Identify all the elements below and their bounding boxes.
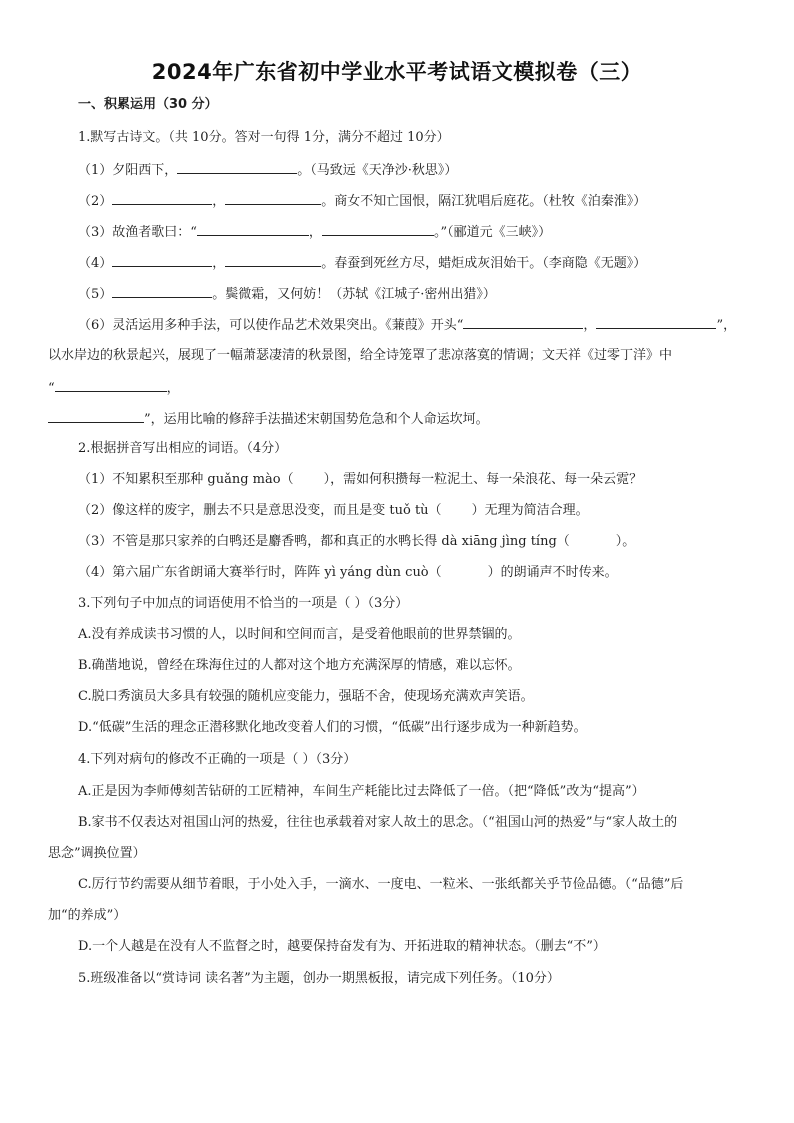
section-heading: 一、积累运用（30 分） [78, 97, 218, 112]
question-1-item-4 [78, 254, 646, 272]
page-title: 2024年广东省初中学业水平考试语文模拟卷（三） [151, 60, 643, 84]
answer-blank[interactable] [225, 254, 321, 267]
text: ）无理为简洁合理。 [471, 503, 589, 518]
question-4-stem: 4.下列对病句的修改不正确的一项是（ ）（3分） [78, 752, 357, 767]
text: 。”（郦道元《三峡》） [433, 225, 552, 240]
question-2-item-1 [78, 472, 642, 488]
text: “ [48, 381, 55, 396]
text: ， [212, 256, 226, 271]
answer-blank[interactable] [112, 192, 212, 205]
question-1-item-6 [78, 316, 736, 334]
question-1-item-6-line-4 [48, 410, 489, 428]
question-4-option-c: C.厉行节约需要从细节着眼，于小处入手，一滴水、一度电、一粒米、一张纸都关乎节俭品德。（“品德”后 [78, 877, 684, 892]
text: （3）故渔者歌曰：“ [78, 225, 197, 240]
question-1-item-1 [78, 161, 457, 179]
text: ”， [716, 318, 737, 333]
answer-blank[interactable] [112, 285, 212, 298]
text: ）的朗诵声不时传来。 [487, 565, 618, 580]
question-3-option-b: B.确凿地说，曾经在珠海住过的人都对这个地方充满深厚的情感，难以忘怀。 [78, 658, 521, 673]
question-2-stem: 2.根据拼音写出相应的词语。（4分） [78, 441, 288, 456]
answer-blank[interactable] [48, 410, 144, 423]
text: 。商女不知亡国恨，隔江犹唱后庭花。（杜牧《泊秦淮》） [321, 194, 647, 209]
text: ），需如何积攒每一粒泥土、每一朵浪花、每一朵云霓？ [323, 472, 643, 487]
text: （5） [78, 287, 113, 302]
answer-blank[interactable] [463, 316, 583, 329]
text: （6）灵活运用多种手法，可以使作品艺术效果突出。《蒹葭》开头“ [78, 318, 464, 333]
question-3-option-a: A.没有养成读书习惯的人，以时间和空间而言，是受着他眼前的世界禁锢的。 [78, 627, 521, 642]
question-1-item-2 [78, 192, 646, 210]
question-2-item-3 [78, 534, 635, 550]
text: ， [166, 381, 180, 396]
text: （4）第六届广东省朗诵大赛举行时，阵阵 yì yáng dùn cuò（ [78, 565, 442, 580]
text: ， [212, 194, 226, 209]
question-4-option-c-cont: 加“的养成”） [48, 908, 127, 923]
question-3-option-d: D.“低碳”生活的理念正潜移默化地改变着人们的习惯，“低碳”出行逐步成为一种新趋势。 [78, 720, 587, 735]
text: 。春蚕到死丝方尽，蜡炬成灰泪始干。（李商隐《无题》） [321, 256, 647, 271]
question-2-item-4 [78, 565, 618, 581]
answer-blank[interactable] [177, 161, 297, 174]
answer-blank[interactable] [112, 254, 212, 267]
text: （2） [78, 194, 113, 209]
question-4-option-b-cont: 思念”调换位置） [48, 846, 146, 861]
question-1-stem: 1.默写古诗文。（共 10分。答对一句得 1分，满分不超过 10分） [78, 130, 450, 145]
answer-blank[interactable] [55, 379, 167, 392]
answer-blank[interactable] [322, 223, 434, 236]
text: （2）像这样的废字，删去不只是意思没变，而且是变 tuǒ tù（ [78, 503, 442, 518]
question-1-item-6-line-2: 以水岸边的秋景起兴，展现了一幅萧瑟凄清的秋景图，给全诗笼罩了悲凉落寞的情调；文天祥《过零丁洋》中 [48, 348, 673, 363]
question-3-stem: 3.下列句子中加点的词语使用不恰当的一项是（ ）（3分） [78, 596, 409, 611]
question-4-option-d: D.一个人越是在没有人不监督之时，越要保持奋发有为、开拓进取的精神状态。（删去“不”） [78, 939, 606, 954]
text: ”，运用比喻的修辞手法描述宋朝国势危急和个人命运坎坷。 [144, 412, 489, 427]
question-1-item-5 [78, 285, 496, 303]
text: 。鬓微霜，又何妨！（苏轼《江城子·密州出猎》） [212, 287, 496, 302]
text: （1）夕阳西下， [78, 163, 178, 178]
text: ， [583, 318, 597, 333]
text: （1）不知累积至那种 guǎng mào（ [78, 472, 294, 487]
answer-blank[interactable] [596, 316, 716, 329]
question-4-option-a: A.正是因为李师傅刻苦钻研的工匠精神，车间生产耗能比过去降低了一倍。（把“降低”改为“提高”） [78, 784, 645, 799]
text: （3）不管是那只家养的白鸭还是麝香鸭，都和真正的水鸭长得 dà xiāng jìng tíng（ [78, 534, 570, 549]
question-1-item-3 [78, 223, 551, 241]
text: ）。 [615, 534, 636, 549]
question-1-item-6-line-3 [48, 379, 180, 397]
question-3-option-c: C.脱口秀演员大多具有较强的随机应变能力，强聒不舍，使现场充满欢声笑语。 [78, 689, 534, 704]
question-2-item-2 [78, 503, 589, 519]
question-4-option-b: B.家书不仅表达对祖国山河的热爱，往往也承载着对家人故土的思念。（“祖国山河的热爱”与“家人故土的 [78, 815, 678, 830]
answer-blank[interactable] [197, 223, 309, 236]
text: （4） [78, 256, 113, 271]
answer-blank[interactable] [225, 192, 321, 205]
text: ， [308, 225, 322, 240]
question-5-stem: 5.班级准备以“赏诗词 读名著”为主题，创办一期黑板报，请完成下列任务。（10分） [78, 971, 560, 986]
text: 。（马致远《天净沙·秋思》） [297, 163, 458, 178]
